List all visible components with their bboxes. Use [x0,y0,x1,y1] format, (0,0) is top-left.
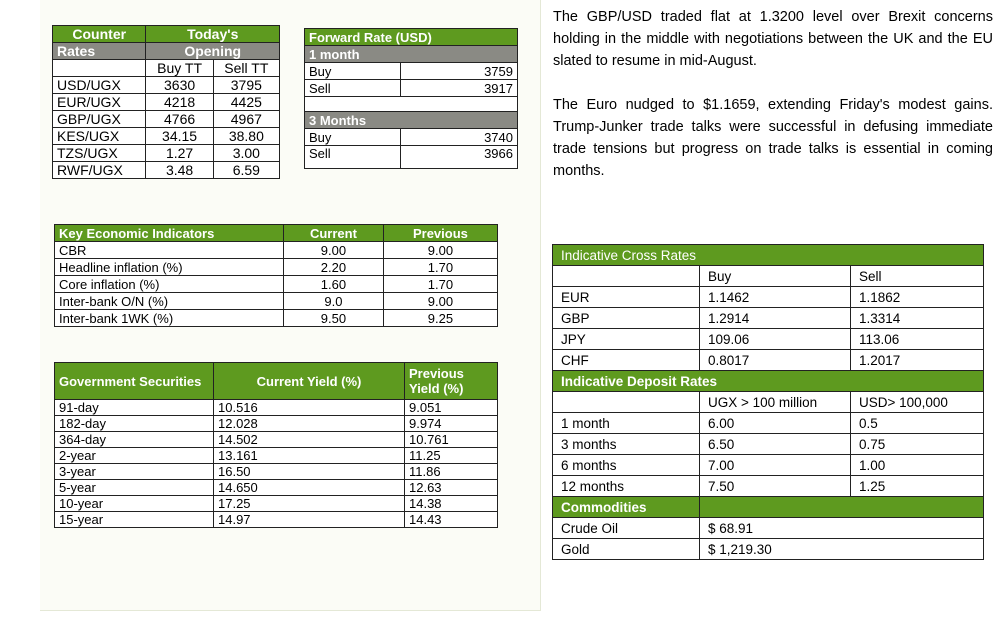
table-row [553,539,984,560]
table-row [553,350,984,371]
commodities-header-fill [700,497,984,518]
table-row [553,413,984,434]
sell-cell: 1.1862 [851,287,984,308]
previous-header: Previous [383,225,497,242]
table-row [305,63,518,80]
opening-header: Opening [146,43,280,60]
table-row [553,308,984,329]
sell-tt-header: Sell TT [213,60,279,77]
previous-cell: 10.761 [405,432,498,448]
current-cell: 9.0 [284,293,384,310]
table-row [55,293,498,310]
indicative-rates-table [552,244,984,560]
tenor-cell: 15-year [55,512,214,528]
table-row [53,128,280,145]
current-cell: 10.516 [214,400,405,416]
usd-cell: 1.00 [851,455,984,476]
previous-cell: 14.43 [405,512,498,528]
counter-header: Counter [53,26,146,43]
buy-cell: 4766 [146,111,213,128]
paragraph: The Euro nudged to $1.1659, extending Friday's modest gains. Trump-Junker trade talks were successful in defusing immediate trade tensions but progress on trade talks is essential in coming months. [553,97,993,179]
table-row [55,400,498,416]
sell-header: Sell [851,266,984,287]
table-row [305,146,518,169]
ugx-cell: 7.00 [700,455,851,476]
current-cell: 9.50 [284,310,384,327]
buy-cell: 3630 [146,77,213,94]
paragraph: The GBP/USD traded flat at 1.3200 level over Brexit concerns holding in the middle with negotiations between the UK and the EU slated to resume in mid-August. [553,9,993,69]
one-month-header: 1 month [305,46,518,63]
buy-cell: 1.2914 [700,308,851,329]
table-row [53,162,280,179]
pair-cell: RWF/UGX [53,162,146,179]
buy-cell: 0.8017 [700,350,851,371]
blank-cell [553,392,700,413]
table-row [53,145,280,162]
tenor-cell: 5-year [55,480,214,496]
table-row [55,276,498,293]
indicator-name: Inter-bank O/N (%) [55,293,284,310]
term-cell: 1 month [553,413,700,434]
tenor-cell: 91-day [55,400,214,416]
usd-header: USD> 100,000 [851,392,984,413]
spacer-row [305,97,518,112]
ugx-cell: 6.00 [700,413,851,434]
sell-cell: 4967 [213,111,279,128]
previous-cell: 9.00 [383,293,497,310]
pair-cell: TZS/UGX [53,145,146,162]
sell-cell: 1.3314 [851,308,984,329]
table-row [305,129,518,146]
indicators-header: Key Economic Indicators [55,225,284,242]
commodity-name: Gold [553,539,700,560]
buy-header: Buy [700,266,851,287]
table-row [305,80,518,97]
table-row [553,476,984,497]
table-row [53,111,280,128]
gov-securities-table [54,362,498,528]
usd-cell: 0.5 [851,413,984,434]
commodity-price: $ 1,219.30 [700,539,984,560]
buy-label: Buy [305,129,401,146]
table-row [55,464,498,480]
counter-rows [53,77,280,179]
buy-cell: 109.06 [700,329,851,350]
currency-cell: JPY [553,329,700,350]
counter-rates-table [52,25,280,179]
usd-cell: 1.25 [851,476,984,497]
buy-cell: 3.48 [146,162,213,179]
deposit-rates-title: Indicative Deposit Rates [553,371,984,392]
buy-tt-header: Buy TT [146,60,213,77]
sell-cell: 4425 [213,94,279,111]
table-row [55,416,498,432]
buy-value: 3740 [401,129,518,146]
pair-cell: GBP/UGX [53,111,146,128]
currency-cell: EUR [553,287,700,308]
commodity-name: Crude Oil [553,518,700,539]
current-cell: 12.028 [214,416,405,432]
previous-cell: 12.63 [405,480,498,496]
sell-cell: 38.80 [213,128,279,145]
forward-rate-table [304,28,518,169]
cross-rates-title: Indicative Cross Rates [553,245,984,266]
pair-cell: EUR/UGX [53,94,146,111]
table-row [55,448,498,464]
tenor-cell: 10-year [55,496,214,512]
table-row [55,432,498,448]
table-row [55,310,498,327]
previous-cell: 9.974 [405,416,498,432]
previous-cell: 9.00 [383,242,497,259]
current-cell: 14.502 [214,432,405,448]
sell-cell: 1.2017 [851,350,984,371]
previous-cell: 9.25 [383,310,497,327]
current-cell: 13.161 [214,448,405,464]
current-cell: 9.00 [284,242,384,259]
previous-cell: 1.70 [383,276,497,293]
pair-cell: USD/UGX [53,77,146,94]
table-row [55,259,498,276]
table-row [553,434,984,455]
currency-cell: GBP [553,308,700,329]
table-row [55,480,498,496]
currency-cell: CHF [553,350,700,371]
blank-cell [553,266,700,287]
previous-cell: 11.86 [405,464,498,480]
table-row [55,512,498,528]
table-row [55,496,498,512]
ugx-header: UGX > 100 million [700,392,851,413]
current-header: Current [284,225,384,242]
sell-cell: 6.59 [213,162,279,179]
market-commentary [553,6,993,204]
previous-cell: 14.38 [405,496,498,512]
tenor-cell: 364-day [55,432,214,448]
tenor-cell: 2-year [55,448,214,464]
buy-value: 3759 [401,63,518,80]
forward-rate-title: Forward Rate (USD) [305,29,518,46]
buy-cell: 1.27 [146,145,213,162]
term-cell: 6 months [553,455,700,476]
blank-cell [53,60,146,77]
sell-cell: 113.06 [851,329,984,350]
usd-cell: 0.75 [851,434,984,455]
current-cell: 1.60 [284,276,384,293]
table-row [553,455,984,476]
sell-value: 3966 [401,146,518,169]
tenor-cell: 3-year [55,464,214,480]
todays-header: Today's [146,26,280,43]
current-cell: 2.20 [284,259,384,276]
pair-cell: KES/UGX [53,128,146,145]
previous-cell: 1.70 [383,259,497,276]
indicator-name: Core inflation (%) [55,276,284,293]
table-row [53,77,280,94]
ugx-cell: 6.50 [700,434,851,455]
table-row [53,94,280,111]
current-cell: 14.650 [214,480,405,496]
indicator-name: CBR [55,242,284,259]
sell-value: 3917 [401,80,518,97]
previous-yield-header: Previous Yield (%) [405,363,498,400]
current-yield-header: Current Yield (%) [214,363,405,400]
commodity-price: $ 68.91 [700,518,984,539]
three-months-header: 3 Months [305,112,518,129]
securities-header: Government Securities [55,363,214,400]
sell-cell: 3795 [213,77,279,94]
buy-cell: 4218 [146,94,213,111]
buy-label: Buy [305,63,401,80]
tenor-cell: 182-day [55,416,214,432]
table-row [553,329,984,350]
current-cell: 17.25 [214,496,405,512]
ugx-cell: 7.50 [700,476,851,497]
sell-label: Sell [305,80,401,97]
sell-cell: 3.00 [213,145,279,162]
table-row [553,518,984,539]
current-cell: 14.97 [214,512,405,528]
previous-cell: 11.25 [405,448,498,464]
commodities-title: Commodities [553,497,700,518]
buy-cell: 1.1462 [700,287,851,308]
rates-header: Rates [53,43,146,60]
table-row [55,242,498,259]
term-cell: 3 months [553,434,700,455]
key-indicators-table [54,224,498,327]
current-cell: 16.50 [214,464,405,480]
indicator-name: Headline inflation (%) [55,259,284,276]
buy-cell: 34.15 [146,128,213,145]
term-cell: 12 months [553,476,700,497]
table-row [553,287,984,308]
sell-label: Sell [305,146,401,169]
previous-cell: 9.051 [405,400,498,416]
indicator-name: Inter-bank 1WK (%) [55,310,284,327]
